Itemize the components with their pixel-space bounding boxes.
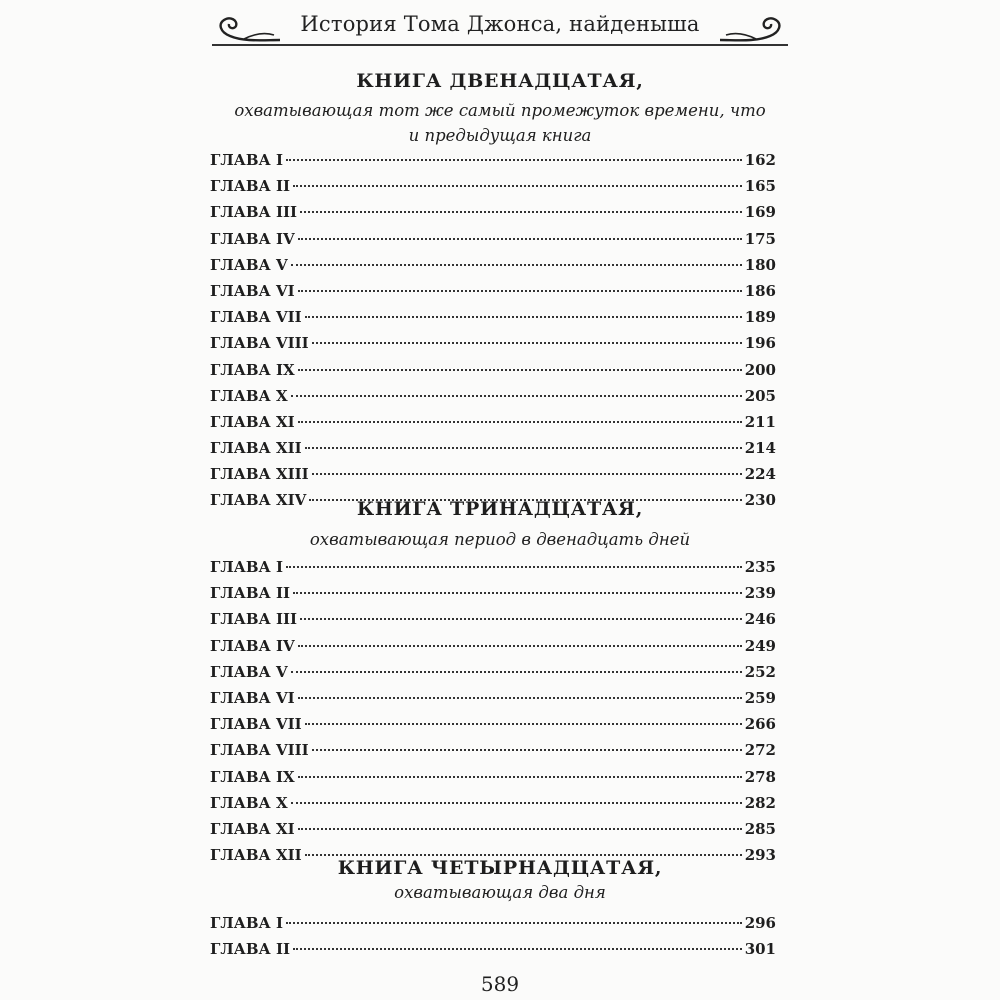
toc-entry [210,663,776,689]
toc-entry [210,610,776,636]
chapter-page-number: 259 [744,688,776,707]
book-12-subtitle-line-1: охватывающая тот же самый промежуток времени, что [234,101,766,120]
dot-leader [293,592,742,594]
chapter-label: ГЛАВА VII [210,308,302,327]
toc-entry [210,914,776,940]
chapter-page-number: 293 [744,846,776,865]
chapter-label: ГЛАВА II [210,940,290,959]
chapter-label: ГЛАВА VII [210,715,302,734]
book-14-title: КНИГА ЧЕТЫРНАДЦАТАЯ, [337,857,663,879]
toc-entry [210,741,776,767]
chapter-label: ГЛАВА XI [210,412,295,431]
chapter-page-number: 165 [744,177,776,196]
chapter-label: ГЛАВА I [210,151,283,169]
page-number: 589 [480,972,520,996]
dot-leader [298,828,742,830]
dot-leader [305,447,742,449]
chapter-label: ГЛАВА IV [210,636,295,655]
dot-leader [312,342,742,344]
chapter-label: ГЛАВА IX [210,767,295,786]
toc-entry [210,637,776,663]
chapter-label: ГЛАВА X [210,793,288,812]
book-14-subtitle-line-1: охватывающая два дня [394,883,606,902]
dot-leader [298,697,742,699]
toc-entry [210,177,776,203]
dot-leader [312,749,742,751]
book-13-title: КНИГА ТРИНАДЦАТАЯ, [356,498,644,520]
dot-leader [286,566,742,568]
chapter-label: ГЛАВА XIII [210,465,309,484]
book-12-chapter-list [210,151,776,518]
chapter-page-number: 162 [744,151,776,169]
dot-leader [305,723,742,725]
dot-leader [298,421,742,423]
dot-leader [305,854,742,856]
chapter-label: ГЛАВА III [210,203,298,222]
toc-entry [210,940,776,966]
chapter-label: ГЛАВА VIII [210,741,309,760]
toc-entry [210,413,776,439]
chapter-label: ГЛАВА XIV [210,491,307,510]
dot-leader [291,264,742,266]
chapter-label: ГЛАВА VIII [210,334,309,353]
toc-entry [210,308,776,334]
chapter-label: ГЛАВА XI [210,819,295,838]
chapter-page-number: 180 [744,255,776,274]
chapter-page-number: 205 [744,386,776,405]
toc-entry [210,361,776,387]
flourish-right-icon [716,6,786,46]
chapter-page-number: 301 [744,940,776,959]
dot-leader [298,369,742,371]
dot-leader [291,802,742,804]
chapter-label: ГЛАВА I [210,914,283,932]
chapter-page-number: 246 [744,610,776,629]
toc-entry [210,334,776,360]
dot-leader [298,645,742,647]
chapter-page-number: 196 [744,334,776,353]
chapter-label: ГЛАВА IV [210,229,295,248]
chapter-page-number: 200 [744,360,776,379]
chapter-page-number: 224 [744,465,776,484]
dot-leader [300,211,742,213]
dot-leader [293,185,742,187]
chapter-label: ГЛАВА III [210,610,298,629]
toc-entry [210,794,776,820]
toc-entry [210,768,776,794]
chapter-label: ГЛАВА VI [210,281,295,300]
toc-entry [210,820,776,846]
book-13-chapter-list [210,558,776,872]
toc-entry [210,439,776,465]
dot-leader [286,922,742,924]
toc-entry [210,282,776,308]
toc-entry [210,584,776,610]
dot-leader [298,776,742,778]
chapter-label: ГЛАВА II [210,584,290,603]
chapter-label: ГЛАВА IX [210,360,295,379]
chapter-page-number: 239 [744,584,776,603]
chapter-page-number: 278 [744,767,776,786]
running-header [200,6,800,46]
chapter-page-number: 214 [744,439,776,458]
running-header-title: История Тома Джонса, найденыша [300,12,700,36]
chapter-page-number: 186 [744,281,776,300]
chapter-page-number: 252 [744,662,776,681]
dot-leader [286,159,742,161]
toc-entry [210,203,776,229]
book-13-subtitle-line-1: охватывающая период в двенадцать дней [309,530,691,549]
chapter-page-number: 230 [744,491,776,510]
chapter-page-number: 169 [744,203,776,222]
chapter-page-number: 175 [744,229,776,248]
toc-entry [210,689,776,715]
book-12-title: КНИГА ДВЕНАДЦАТАЯ, [356,70,644,92]
chapter-label: ГЛАВА I [210,558,283,576]
chapter-page-number: 285 [744,819,776,838]
toc-entry [210,465,776,491]
chapter-label: ГЛАВА XII [210,439,302,458]
chapter-label: ГЛАВА V [210,255,288,274]
chapter-page-number: 189 [744,308,776,327]
dot-leader [305,316,742,318]
toc-entry [210,230,776,256]
chapter-page-number: 249 [744,636,776,655]
dot-leader [298,290,742,292]
chapter-label: ГЛАВА XII [210,846,302,865]
chapter-page-number: 266 [744,715,776,734]
toc-entry [210,256,776,282]
toc-entry [210,151,776,177]
chapter-page-number: 235 [744,558,776,576]
toc-entry [210,715,776,741]
dot-leader [300,618,742,620]
chapter-label: ГЛАВА V [210,662,288,681]
book-12-subtitle-line-2: и предыдущая книга [408,126,592,145]
book-14-chapter-list [210,914,776,966]
dot-leader [298,238,742,240]
toc-entry [210,558,776,584]
chapter-label: ГЛАВА VI [210,688,295,707]
header-divider [212,44,788,46]
dot-leader [293,948,742,950]
chapter-label: ГЛАВА II [210,177,290,196]
chapter-label: ГЛАВА X [210,386,288,405]
chapter-page-number: 282 [744,793,776,812]
chapter-page-number: 272 [744,741,776,760]
dot-leader [312,473,742,475]
dot-leader [291,671,742,673]
dot-leader [291,395,742,397]
chapter-page-number: 296 [744,914,776,932]
toc-entry [210,387,776,413]
chapter-page-number: 211 [744,412,776,431]
